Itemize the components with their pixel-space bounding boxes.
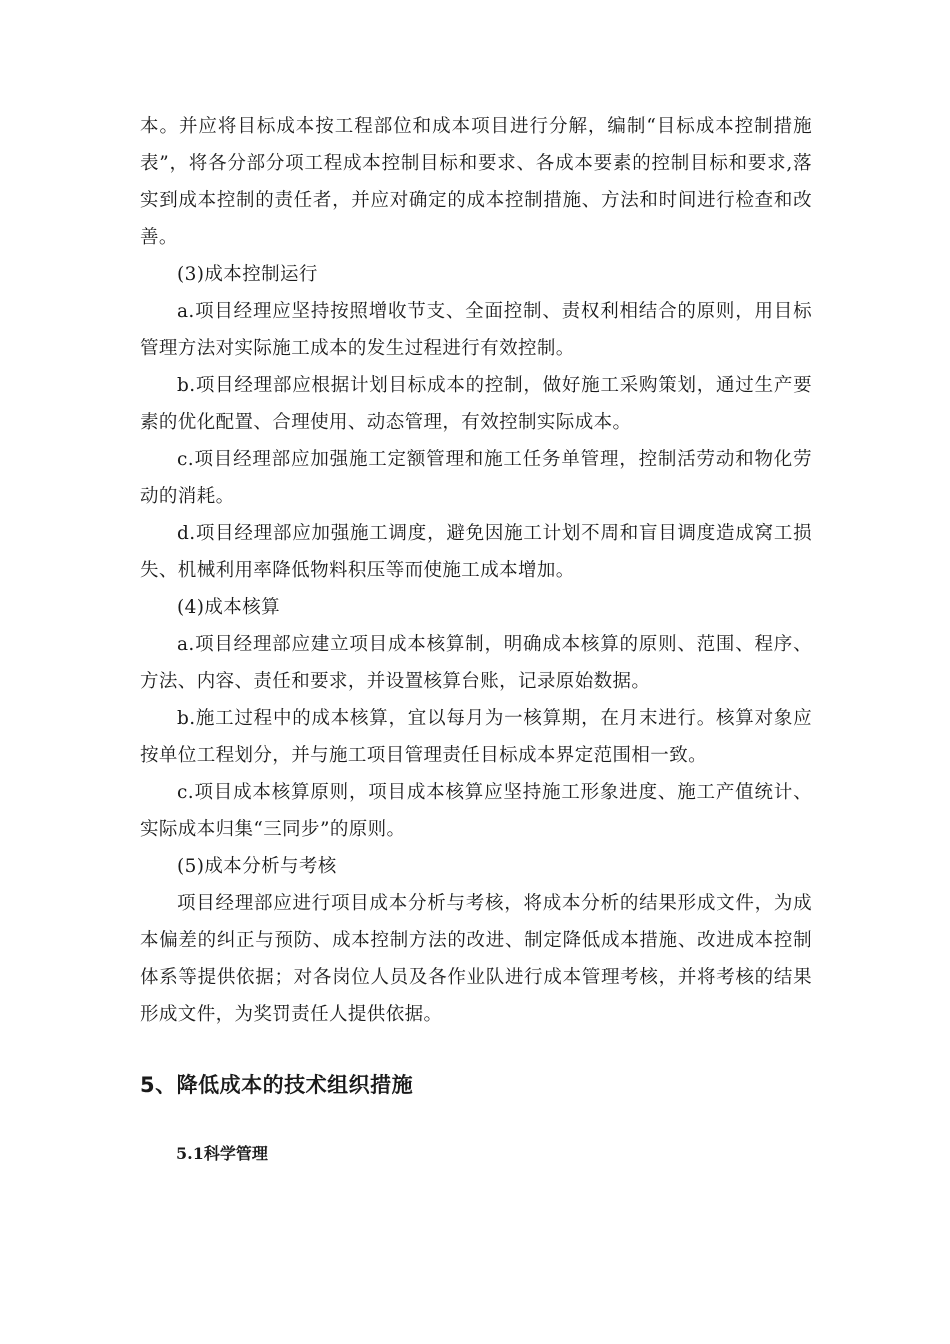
paragraph-accounting-b: b.施工过程中的成本核算，宜以每月为一核算期，在月末进行。核算对象应按单位工程划分，并与施工项目管理责任目标成本界定范围相一致。 [140,708,812,766]
paragraph-item-b: b.项目经理部应根据计划目标成本的控制，做好施工采购策划，通过生产要素的优化配置、合理使用、动态管理，有效控制实际成本。 [140,375,812,433]
item-heading-cost-accounting: (4)成本核算 [177,597,281,618]
spacer [140,1100,812,1142]
item-heading-cost-analysis: (5)成本分析与考核 [177,856,337,877]
paragraph-continuation: 本。并应将目标成本按工程部位和成本项目进行分解，编制“目标成本控制措施表”，将各分部分项工程成本控制目标和要求、各成本要素的控制目标和要求,落实到成本控制的责任者，并应对确定的成本控制措施、方法和时间进行检查和改善。 [140,116,812,248]
paragraph-accounting-c: c.项目成本核算原则，项目成本核算应坚持施工形象进度、施工产值统计、实际成本归集“三同步”的原则。 [140,782,812,840]
paragraph-item-d: d.项目经理部应加强施工调度，避免因施工计划不周和盲目调度造成窝工损失、机械利用率降低物料积压等而使施工成本增加。 [140,523,812,581]
spacer [140,1033,812,1070]
section-heading [140,1070,812,1100]
section-number: 5 [140,1073,156,1097]
section-title: 、降低成本的技术组织措施 [155,1073,414,1097]
paragraph-accounting-a: a.项目经理部应建立项目成本核算制，明确成本核算的原则、范围、程序、方法、内容、责任和要求，并设置核算台账，记录原始数据。 [140,634,812,692]
subsection-heading [140,1142,812,1166]
subsection-number: 5.1 [176,1144,204,1163]
paragraph-item-a: a.项目经理应坚持按照增收节支、全面控制、责权利相结合的原则，用目标管理方法对实际施工成本的发生过程进行有效控制。 [140,301,812,359]
paragraph-item-c: c.项目经理部应加强施工定额管理和施工任务单管理，控制活劳动和物化劳动的消耗。 [140,449,812,507]
subsection-title: 科学管理 [203,1144,268,1163]
paragraph-cost-analysis: 项目经理部应进行项目成本分析与考核，将成本分析的结果形成文件，为成本偏差的纠正与预防、成本控制方法的改进、制定降低成本措施、改进成本控制体系等提供依据；对各岗位人员及各作业队进行成本管理考核，并将考核的结果形成文件，为奖罚责任人提供依据。 [140,893,812,1025]
document-page [140,108,812,1166]
item-heading-cost-control-operation: (3)成本控制运行 [177,264,318,285]
